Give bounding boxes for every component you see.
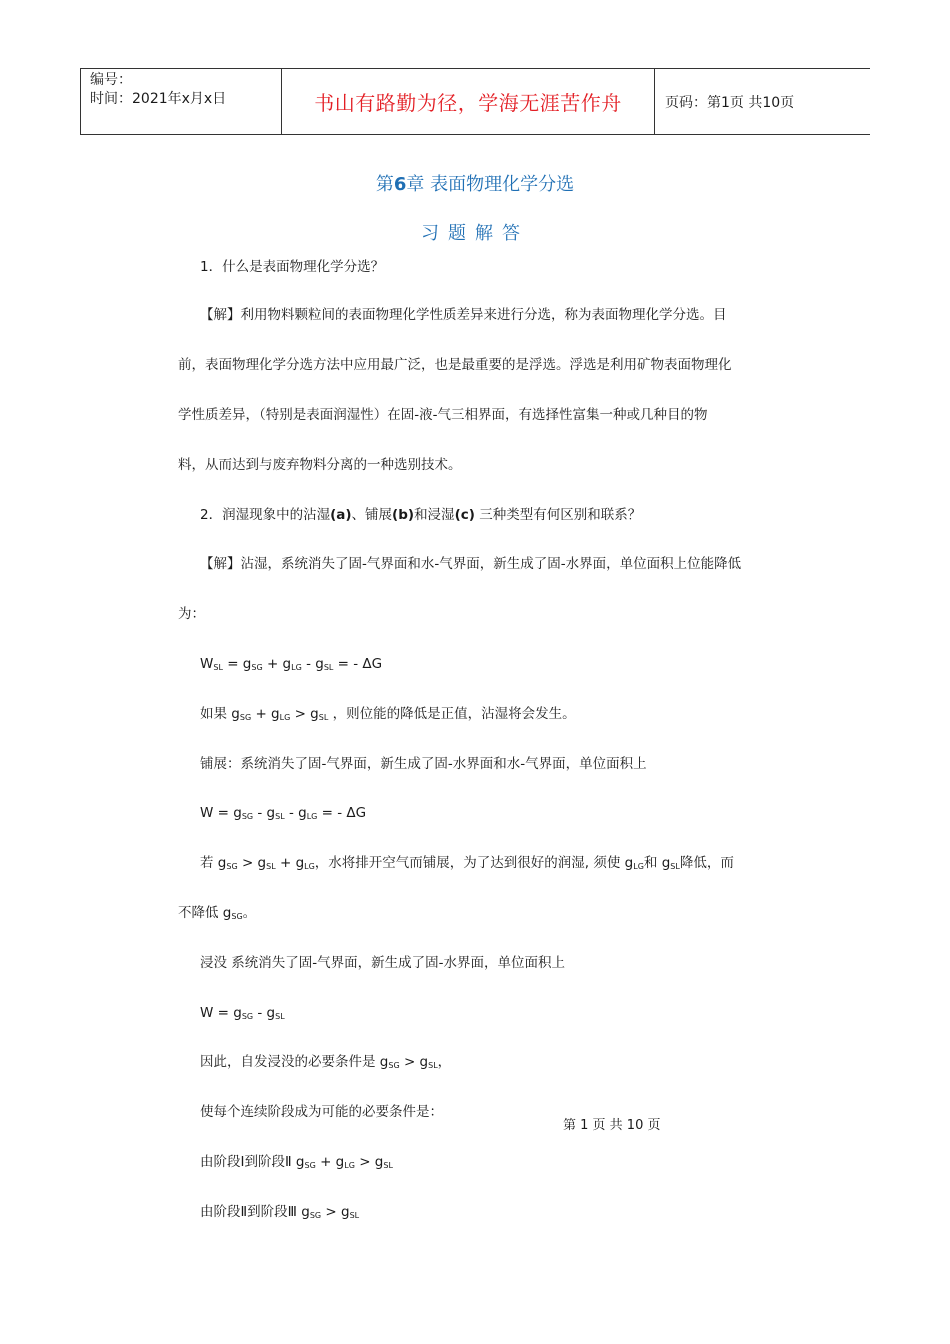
stage-intro: 使每个连续阶段成为可能的必要条件是：	[200, 1104, 443, 1120]
equation-spreading: $W = g_{SG} - g_{SL} - g_{LG}$ = - ΔG	[200, 805, 367, 821]
stage-1-2: 由阶段Ⅰ到阶段Ⅱ $g_{SG} + g_{LG} > g_{SL}$	[200, 1154, 393, 1170]
spreading-condition: 若 $g_{SG} > g_{SL} + g_{LG}$，水将排开空气而铺展，为了达到很好的润湿, 须使 $g_{LG}$和 $g_{SL}$降低，而	[200, 855, 734, 871]
spreading-condition-cont: 不降低 $g_{SG}$。	[178, 905, 257, 921]
subtitle: 习题解答	[421, 223, 529, 244]
number-label: 编号：	[90, 72, 132, 88]
stage-2-3: 由阶段Ⅱ到阶段Ⅲ $g_{SG} > g_{SL}$	[200, 1204, 360, 1220]
answer-2-line-2: 为：	[178, 606, 205, 622]
answer-2-line-1: 【解】沾湿，系统消失了固-气界面和水-气界面，新生成了固-水界面，单位面积上位能降低	[200, 556, 742, 572]
chapter-title: 第6章 表面物理化学分选	[375, 174, 575, 195]
time-label: 时间：2021年x月x日	[90, 91, 227, 107]
immersion-condition: 因此，自发浸没的必要条件是 $g_{SG} > g_{SL}$，	[200, 1054, 452, 1070]
equation-immersion: $W = g_{SG} - g_{SL}$	[200, 1005, 285, 1021]
question-2: 2．润湿现象中的沾湿(a)、铺展(b)和浸湿(c) 三种类型有何区别和联系？	[200, 507, 642, 523]
header-table	[80, 68, 870, 135]
header-motto: 书山有路勤为径，学海无涯苦作舟	[282, 69, 655, 134]
header-page-code: 页码：第1页 共10页	[665, 94, 795, 111]
header-meta	[81, 69, 282, 134]
adhesion-condition: 如果 $g_{SG} + g_{LG} > g_{SL}$ ，则位能的降低是正值，沾湿将会发生。	[200, 706, 576, 722]
immersion-desc: 浸没 系统消失了固-气界面，新生成了固-水界面，单位面积上	[200, 955, 566, 971]
answer-1-line-4: 料，从而达到与废弃物料分离的一种选别技术。	[178, 457, 462, 473]
spreading-desc: 铺展：系统消失了固-气界面，新生成了固-水界面和水-气界面，单位面积上	[200, 756, 647, 772]
answer-1-line-3: 学性质差异，（特别是表面润湿性）在固-液-气三相界面，有选择性富集一种或几种目的物	[178, 407, 708, 423]
page-number: 第 1 页 共 10 页	[563, 1118, 661, 1133]
answer-1-line-2: 前，表面物理化学分选方法中应用最广泛，也是最重要的是浮选。浮选是利用矿物表面物理化	[178, 357, 732, 373]
question-1: 1．什么是表面物理化学分选？	[200, 259, 385, 275]
equation-adhesion: $W_{SL} = g_{SG} + g_{LG} - g_{SL}$ = - ΔG	[200, 656, 383, 672]
answer-1-line-1: 【解】利用物料颗粒间的表面物理化学性质差异来进行分选，称为表面物理化学分选。目	[200, 307, 727, 323]
